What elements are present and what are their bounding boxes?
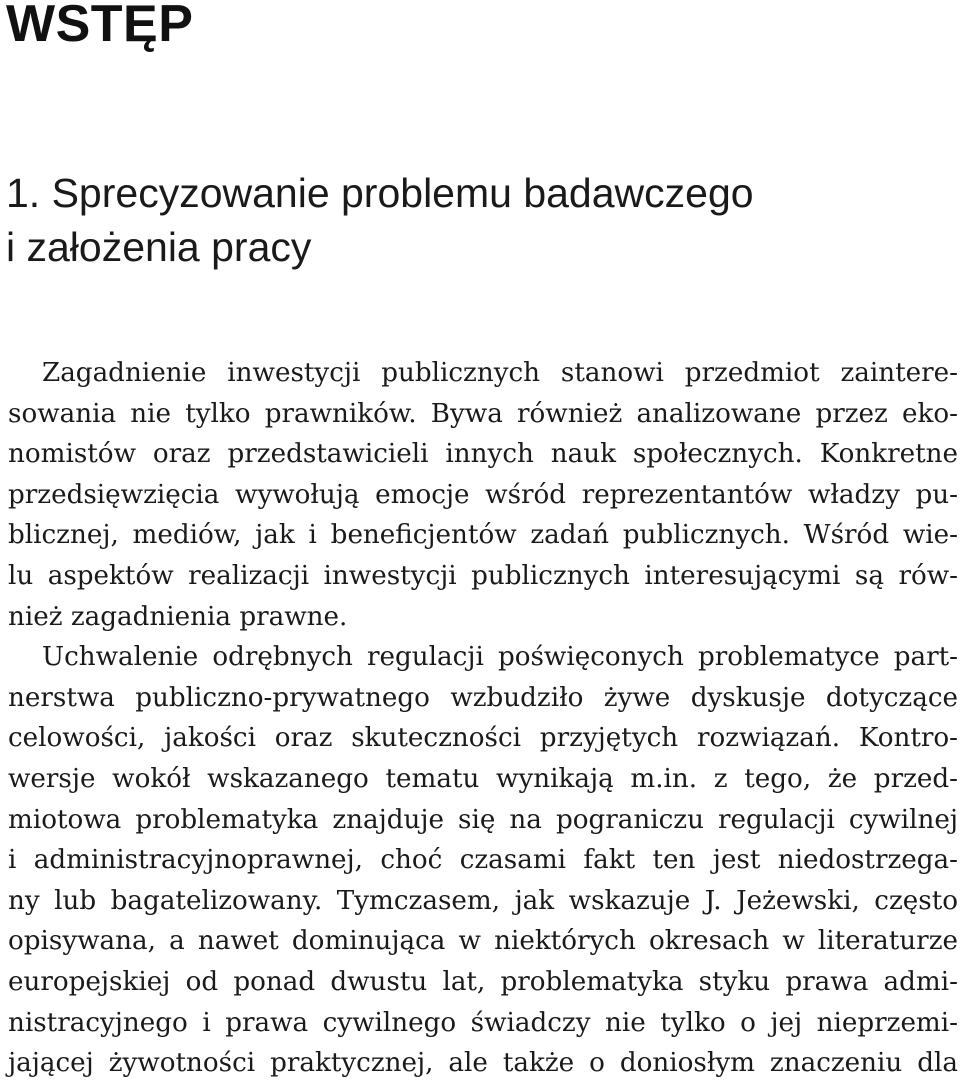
chapter-title: WSTĘP	[6, 0, 194, 53]
paragraph-line: nistracyjnego i prawa cywilnego świadczy nie tylko o jej nieprzemi-	[8, 1007, 958, 1038]
paragraph-line: jającej żywotności praktycznej, ale także o doniosłym znaczeniu dla	[8, 1048, 958, 1079]
section-title-line: 1. Sprecyzowanie problemu badawczego	[6, 170, 754, 216]
paragraph-line: nomistów oraz przedstawicieli innych nauk społecznych. Konkretne	[8, 439, 958, 470]
paragraph-line: Uchwalenie odrębnych regulacji poświęconych problematyce part-	[42, 642, 958, 673]
paragraph-line: blicznej, mediów, jak i beneficjentów zadań publicznych. Wśród wie-	[8, 520, 958, 551]
paragraph-line: ny lub bagatelizowany. Tymczasem, jak wskazuje J. Jeżewski, często	[8, 885, 958, 916]
paragraph-line: opisywana, a nawet dominująca w niektórych okresach w literaturze	[8, 926, 958, 957]
paragraph-line: nerstwa publiczno-prywatnego wzbudziło żywe dyskusje dotyczące	[8, 682, 958, 713]
paragraph-line: lu aspektów realizacji inwestycji publicznych interesującymi są rów-	[8, 560, 958, 591]
body-text	[8, 353, 958, 1084]
paragraph-line: nież zagadnienia prawne.	[8, 601, 348, 632]
paragraph-line: celowości, jakości oraz skuteczności przyjętych rozwiązań. Kontro-	[8, 723, 958, 754]
section-title-line: i założenia pracy	[6, 224, 312, 270]
paragraph-line: i administracyjnoprawnej, choć czasami fakt ten jest niedostrzega-	[8, 845, 958, 876]
paragraph-line: Zagadnienie inwestycji publicznych stanowi przedmiot zaintere-	[42, 358, 958, 388]
paragraph-line: wersje wokół wskazanego tematu wynikają m.in. z tego, że przed-	[8, 763, 958, 794]
paragraph-line: sowania nie tylko prawników. Bywa również analizowane przez eko-	[8, 398, 958, 429]
paragraph-line: przedsięwzięcia wywołują emocje wśród reprezentantów władzy pu-	[8, 479, 958, 510]
paragraph-line: europejskiej od ponad dwustu lat, problematyka styku prawa admi-	[8, 966, 958, 997]
section-title	[6, 166, 754, 274]
paragraph-line: miotowa problematyka znajduje się na pograniczu regulacji cywilnej	[8, 804, 958, 835]
